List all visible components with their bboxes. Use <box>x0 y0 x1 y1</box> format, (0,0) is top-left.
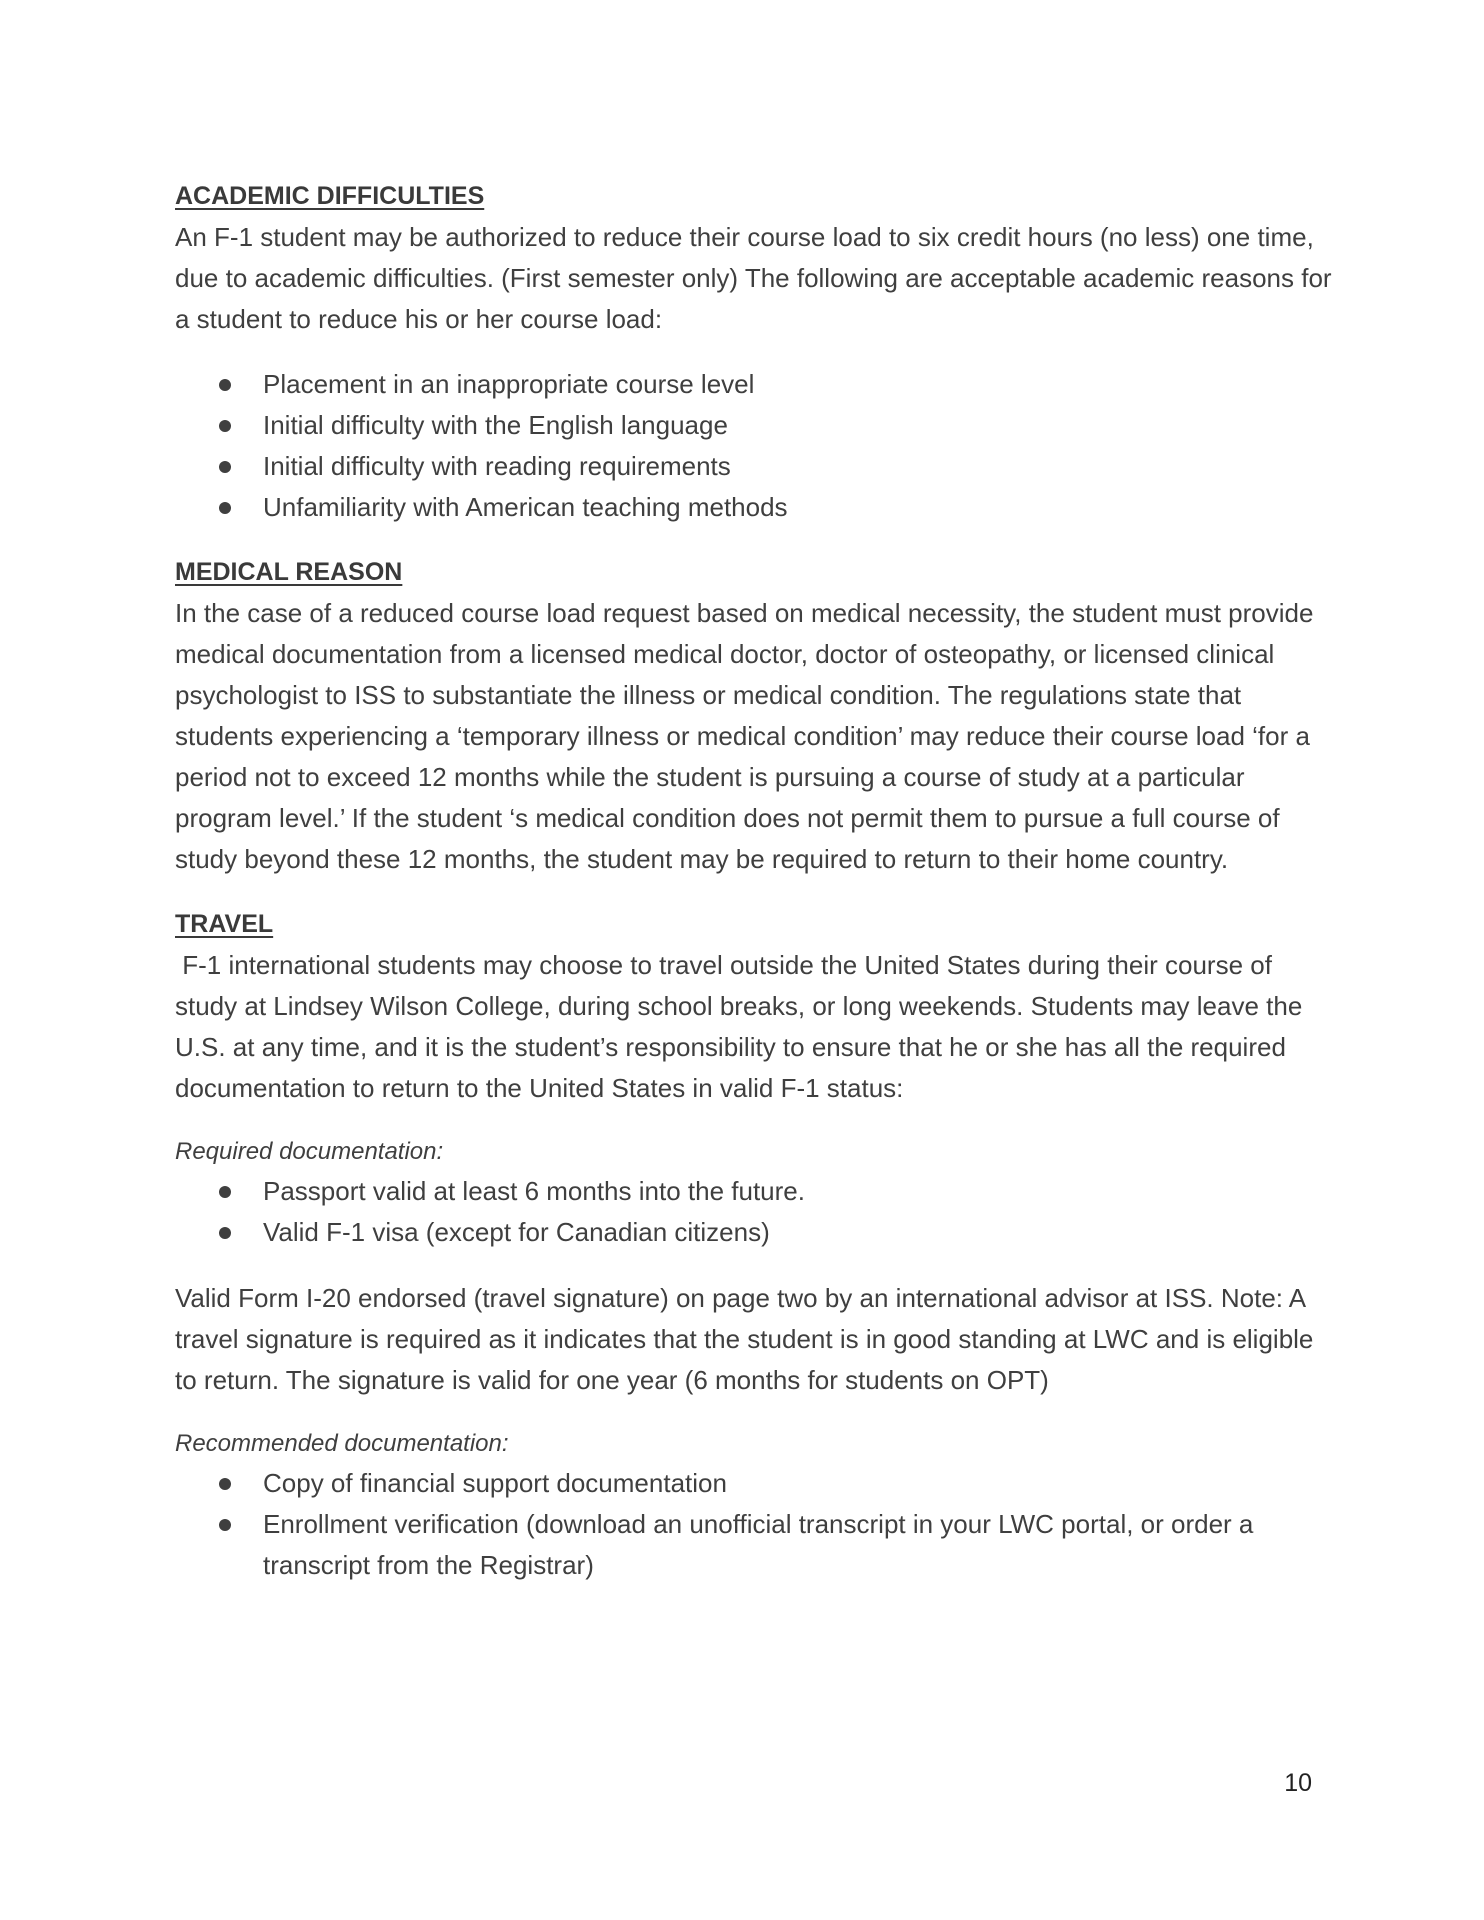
list-item <box>175 1463 1335 1504</box>
bullet-icon <box>219 420 231 432</box>
bullet-icon <box>219 1227 231 1239</box>
list-item <box>175 446 1335 487</box>
list-item-text: Placement in an inappropriate course level <box>263 369 755 399</box>
academic-reasons-list <box>175 364 1335 528</box>
list-item-text: Copy of financial support documentation <box>263 1468 727 1498</box>
list-item <box>175 364 1335 405</box>
list-item-text: Initial difficulty with the English language <box>263 410 728 440</box>
bullet-icon <box>219 461 231 473</box>
travel-heading: TRAVEL <box>175 910 274 938</box>
i20-note: Valid Form I-20 endorsed (travel signature) on page two by an international advisor at ISS. Note: A travel signature is required as it indicates that the student is in good standing at LWC and is eligible to return. The signature is valid for one year (6 months for students on OPT) <box>175 1283 1314 1395</box>
list-item-text: Enrollment verification (download an unofficial transcript in your LWC portal, or order a transcript from the Registrar) <box>263 1509 1254 1580</box>
list-item-text: Passport valid at least 6 months into the future. <box>263 1176 805 1206</box>
bullet-icon <box>219 379 231 391</box>
bullet-icon <box>219 502 231 514</box>
bullet-icon <box>219 1186 231 1198</box>
list-item-text: Unfamiliarity with American teaching methods <box>263 492 788 522</box>
list-item-text: Valid F-1 visa (except for Canadian citizens) <box>263 1217 770 1247</box>
list-item <box>175 405 1335 446</box>
medical-reason-heading: MEDICAL REASON <box>175 558 403 586</box>
required-documentation-list <box>175 1171 1335 1253</box>
document-page <box>175 176 1335 1586</box>
recommended-documentation-list <box>175 1463 1335 1586</box>
bullet-icon <box>219 1519 231 1531</box>
list-item <box>175 1212 1335 1253</box>
travel-body: F-1 international students may choose to travel outside the United States during their course of study at Lindsey Wilson College, during school breaks, or long weekends. Students may leave the U.S. at any time, and it is the student’s responsibility to ensure that he or she has all the required documentation to return to the United States in valid F-1 status: <box>175 950 1310 1103</box>
required-documentation-label: Required documentation: <box>175 1138 444 1165</box>
academic-difficulties-body: An F-1 student may be authorized to reduce their course load to six credit hours (no less) one time, due to academic difficulties. (First semester only) The following are acceptable academic reasons for a student to reduce his or her course load: <box>175 222 1332 334</box>
list-item <box>175 487 1335 528</box>
list-item <box>175 1504 1335 1586</box>
recommended-documentation-label: Recommended documentation: <box>175 1430 509 1457</box>
list-item-text: Initial difficulty with reading requirements <box>263 451 731 481</box>
list-item <box>175 1171 1335 1212</box>
academic-difficulties-heading: ACADEMIC DIFFICULTIES <box>175 182 485 210</box>
page-number: 10 <box>1284 1769 1312 1797</box>
bullet-icon <box>219 1478 231 1490</box>
medical-reason-body: In the case of a reduced course load request based on medical necessity, the student must provide medical documentation from a licensed medical doctor, doctor of osteopathy, or licensed clinical psychologist to ISS to substantiate the illness or medical condition. The regulations state that students experiencing a ‘temporary illness or medical condition’ may reduce their course load ‘for a period not to exceed 12 months while the student is pursuing a course of study at a particular program level.’ If the student ‘s medical condition does not permit them to pursue a full course of study beyond these 12 months, the student may be required to return to their home country. <box>175 598 1314 874</box>
